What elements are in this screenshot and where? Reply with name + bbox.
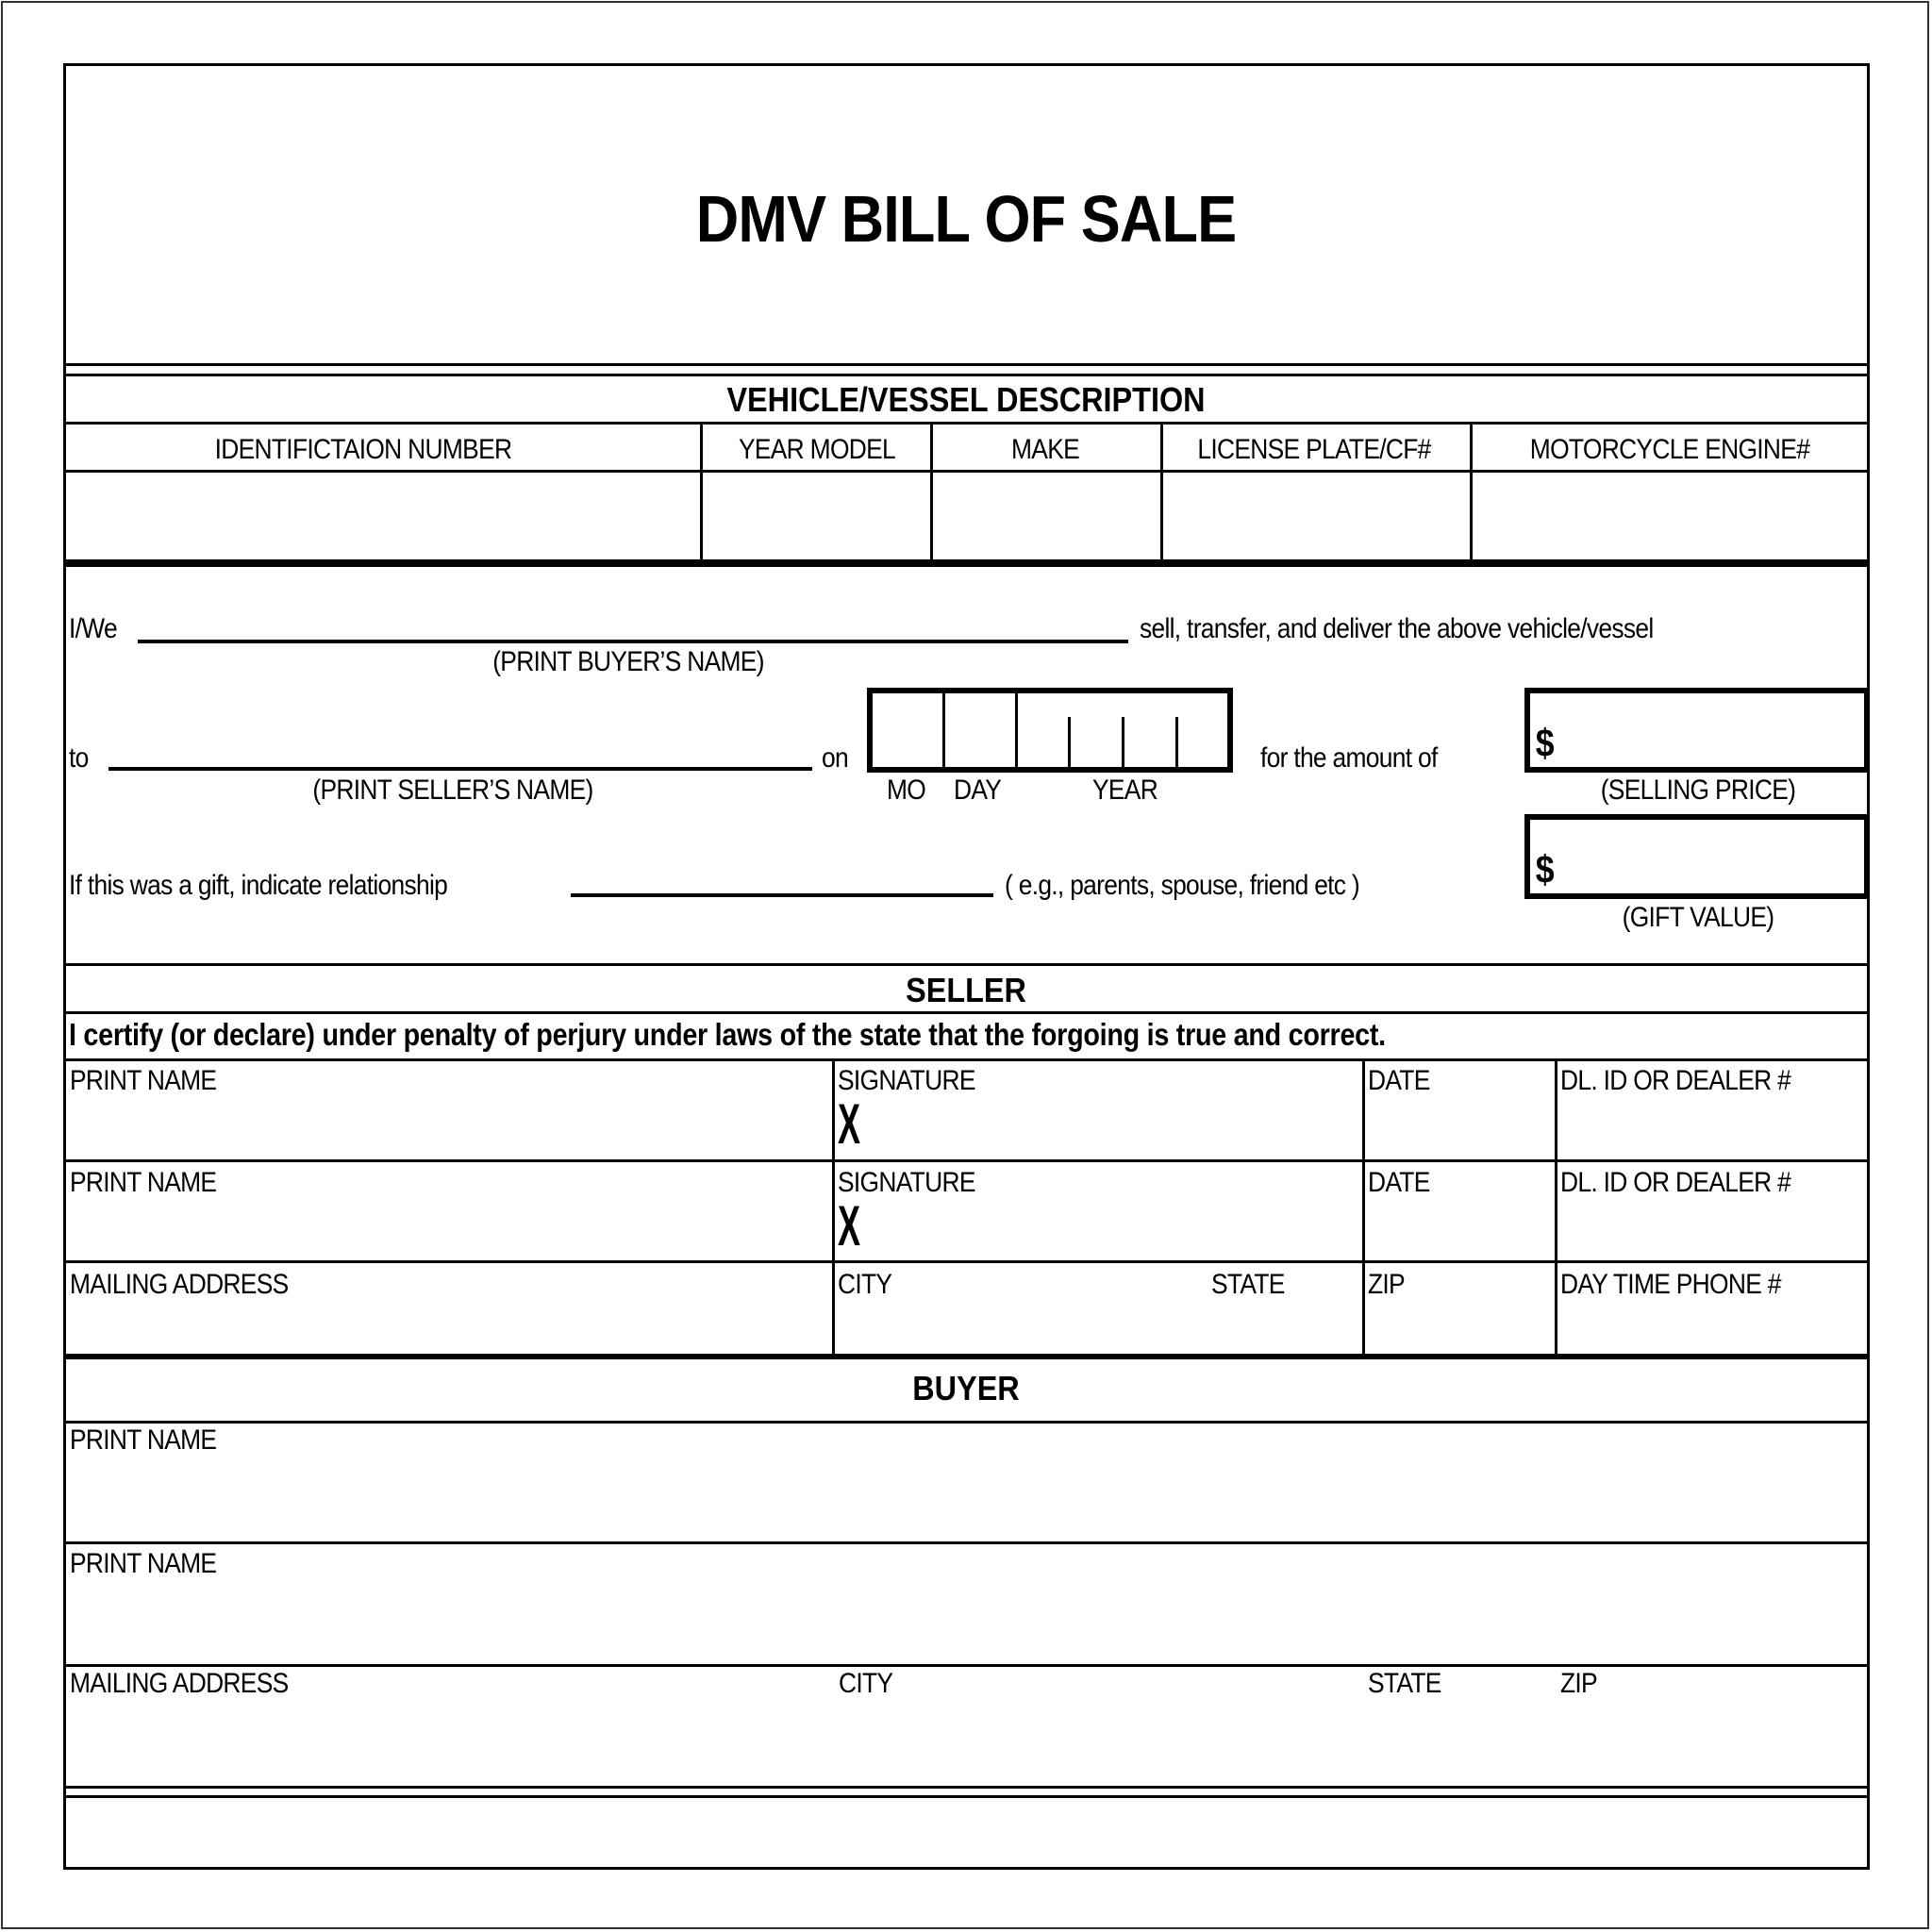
column-divider (832, 1059, 835, 1355)
year-caption: YEAR (1092, 774, 1158, 806)
iwe-label: I/We (69, 613, 117, 644)
divider (63, 1541, 1870, 1544)
seller-print-name-label: PRINT NAME (70, 1065, 217, 1096)
thick-divider (63, 1354, 1870, 1359)
license-plate-field[interactable] (1164, 474, 1468, 558)
seller-2-print-name-field[interactable] (68, 1200, 828, 1258)
buyer-state-field[interactable] (1368, 1704, 1557, 1783)
divider (63, 1058, 1870, 1061)
seller-mailing-address-field[interactable] (68, 1302, 828, 1351)
seller-name-field[interactable] (108, 731, 812, 767)
identification-number-field[interactable] (68, 474, 698, 558)
seller-city-label: CITY (838, 1269, 892, 1300)
thick-divider (63, 559, 1870, 567)
seller-phone-field[interactable] (1560, 1302, 1866, 1351)
gift-relationship-label: If this was a gift, indicate relationship (69, 870, 448, 901)
on-label: on (822, 742, 848, 774)
year-model-field[interactable] (704, 474, 928, 558)
col-header-make: MAKE (1010, 434, 1080, 465)
gift-relationship-line (571, 893, 993, 897)
divider (63, 1159, 1870, 1162)
divider (63, 963, 1870, 966)
column-divider (1362, 1059, 1365, 1355)
day-caption: DAY (954, 774, 1002, 806)
col-header-identification-number: IDENTIFICTAION NUMBER (214, 434, 512, 465)
divider (63, 1011, 1870, 1014)
seller-name-caption: (PRINT SELLER’S NAME) (312, 774, 593, 806)
seller-phone-label: DAY TIME PHONE # (1560, 1269, 1781, 1300)
seller-date-label: DATE (1368, 1167, 1430, 1198)
seller-zip-field[interactable] (1368, 1302, 1551, 1351)
buyer-name-caption: (PRINT BUYER’S NAME) (492, 646, 764, 677)
vehicle-section-header: VEHICLE/VESSEL DESCRIPTION (726, 380, 1206, 419)
buyer-state-label: STATE (1368, 1668, 1441, 1699)
buyer-section-header: BUYER (912, 1369, 1020, 1407)
seller-dl-id-label: DL. ID OR DEALER # (1560, 1065, 1791, 1096)
divider (63, 470, 1870, 473)
make-field[interactable] (934, 474, 1158, 558)
seller-1-dl-id-field[interactable] (1560, 1099, 1866, 1158)
seller-state-label: STATE (1211, 1269, 1285, 1300)
buyer-zip-field[interactable] (1560, 1704, 1866, 1783)
perjury-certification: I certify (or declare) under penalty of perjury under laws of the state that the forgoing is true and correct. (69, 1017, 1386, 1052)
divider (63, 1795, 1870, 1798)
signature-x-icon: X (838, 1194, 861, 1257)
to-label: to (69, 742, 89, 774)
signature-x-icon: X (838, 1092, 861, 1156)
motorcycle-engine-field[interactable] (1474, 474, 1866, 558)
divider (63, 1786, 1870, 1789)
divider (63, 363, 1870, 366)
gift-relationship-field[interactable] (571, 858, 993, 893)
seller-zip-label: ZIP (1368, 1269, 1405, 1300)
buyer-name-line (138, 640, 1128, 643)
selling-price-field[interactable] (1566, 693, 1864, 767)
buyer-print-name-label: PRINT NAME (70, 1424, 217, 1456)
seller-1-print-name-field[interactable] (68, 1099, 828, 1158)
dollar-sign-icon: $ (1535, 847, 1555, 891)
buyer-mailing-address-label: MAILING ADDRESS (70, 1668, 289, 1699)
column-divider (700, 423, 703, 560)
selling-price-caption: (SELLING PRICE) (1600, 774, 1796, 806)
seller-name-line (108, 767, 812, 771)
sale-month-field[interactable] (873, 693, 942, 767)
sell-transfer-text: sell, transfer, and deliver the above vehicle/vessel (1140, 613, 1654, 644)
month-caption: MO (887, 774, 926, 806)
seller-2-date-field[interactable] (1368, 1200, 1551, 1258)
buyer-1-print-name-field[interactable] (68, 1460, 1866, 1540)
seller-mailing-address-label: MAILING ADDRESS (70, 1269, 289, 1300)
seller-city-field[interactable] (838, 1302, 1206, 1351)
col-header-year-model: YEAR MODEL (738, 434, 896, 465)
gift-examples-text: ( e.g., parents, spouse, friend etc ) (1005, 870, 1360, 901)
divider (63, 1421, 1870, 1424)
column-divider (930, 423, 933, 560)
buyer-city-label: CITY (839, 1668, 893, 1699)
sale-day-field[interactable] (945, 693, 1015, 767)
seller-dl-id-label: DL. ID OR DEALER # (1560, 1167, 1791, 1198)
divider (63, 1664, 1870, 1667)
divider (63, 422, 1870, 425)
buyer-name-field[interactable] (138, 604, 1128, 640)
column-divider (1470, 423, 1473, 560)
seller-1-date-field[interactable] (1368, 1099, 1551, 1158)
buyer-city-field[interactable] (839, 1704, 1362, 1783)
divider (63, 1260, 1870, 1263)
dollar-sign-icon: $ (1535, 721, 1555, 765)
gift-value-caption: (GIFT VALUE) (1622, 902, 1774, 933)
column-divider (1160, 423, 1163, 560)
buyer-2-print-name-field[interactable] (68, 1583, 1866, 1662)
amount-label: for the amount of (1260, 742, 1438, 774)
seller-state-field[interactable] (1211, 1302, 1358, 1351)
col-header-motorcycle-engine: MOTORCYCLE ENGINE# (1529, 434, 1810, 465)
divider (63, 374, 1870, 376)
seller-1-signature-field[interactable] (866, 1099, 1358, 1158)
seller-2-signature-field[interactable] (866, 1200, 1358, 1258)
buyer-zip-label: ZIP (1560, 1668, 1597, 1699)
seller-signature-label: SIGNATURE (838, 1167, 975, 1198)
buyer-mailing-address-field[interactable] (68, 1704, 828, 1783)
seller-signature-label: SIGNATURE (838, 1065, 975, 1096)
column-divider (1555, 1059, 1557, 1355)
seller-2-dl-id-field[interactable] (1560, 1200, 1866, 1258)
buyer-print-name-label: PRINT NAME (70, 1548, 217, 1579)
seller-section-header: SELLER (906, 971, 1026, 1009)
col-header-license-plate: LICENSE PLATE/CF# (1197, 434, 1431, 465)
seller-print-name-label: PRINT NAME (70, 1167, 217, 1198)
gift-value-field[interactable] (1566, 820, 1864, 893)
seller-date-label: DATE (1368, 1065, 1430, 1096)
form-title: DMV BILL OF SALE (695, 182, 1237, 256)
sale-year-field[interactable] (1018, 693, 1227, 767)
